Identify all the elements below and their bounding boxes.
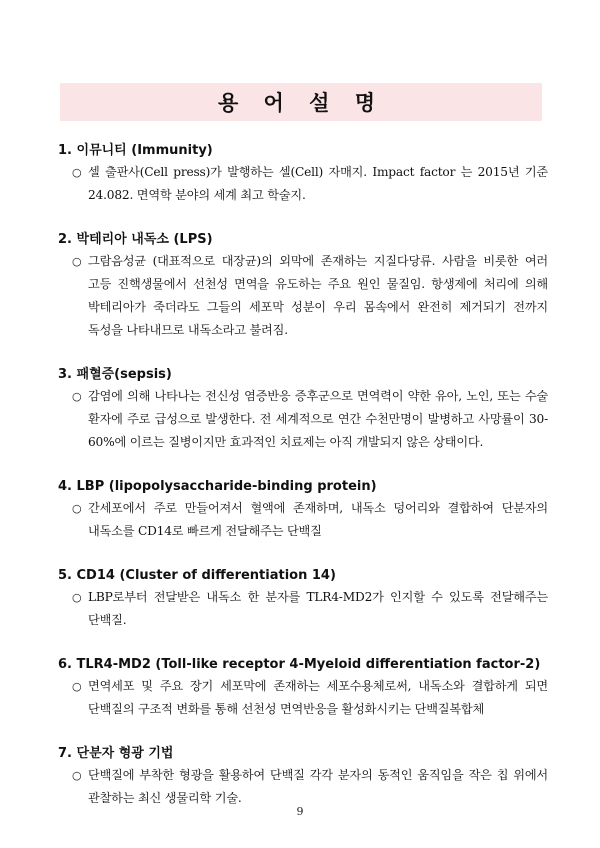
term-body [58, 675, 548, 721]
glossary-item-cd14 [58, 566, 548, 632]
term-heading: 6. TLR4-MD2 (Toll-like receptor 4-Myeloid differentiation factor-2) [58, 657, 541, 672]
term-description: 면역세포 및 주요 장기 세포막에 존재하는 세포수용체로써, 내독소와 결합하게 되면 단백질의 구조적 변화를 통해 선천성 면역반응을 활성화시키는 단백질복합체 [88, 679, 548, 716]
glossary-list [58, 141, 548, 833]
term-description: 간세포에서 주로 만들어져서 혈액에 존재하며, 내독소 덩어리와 결합하여 단분자의 내독소를 CD14로 빠르게 전달해주는 단백질 [88, 501, 548, 538]
term-description: 그람음성균 (대표적으로 대장균)의 외막에 존재하는 지질다당류. 사람을 비롯한 여러 고등 진핵생물에서 선천성 면역을 유도하는 주요 원인 물질임. 항생제에 처리에 의해 박테리아가 죽더라도 그들의 세포막 성분이 우리 몸속에서 완전히 제거되기 전까지 독성을 나타내므로 내독소라고 불려짐. [88, 254, 548, 337]
circle-bullet-icon: ○ [72, 390, 82, 403]
term-description: 감염에 의해 나타나는 전신성 염증반응 증후군으로 면역력이 약한 유아, 노인, 또는 수술 환자에 주로 급성으로 발생한다. 전 세계적으로 연간 수천만명이 발병하고 사망률이 30-60%에 이르는 질병이지만 효과적인 치료제는 아직 개발되지 않은 상태이다. [88, 389, 548, 449]
circle-bullet-icon: ○ [72, 502, 82, 515]
glossary-item-immunity [58, 141, 548, 207]
term-heading: 4. LBP (lipopolysaccharide-binding protein) [58, 479, 377, 494]
glossary-item-single-molecule [58, 744, 548, 810]
term-description: 단백질에 부착한 형광을 활용하여 단백질 각각 분자의 동적인 움직임을 작은 칩 위에서 관찰하는 최신 생물리학 기술. [88, 768, 548, 805]
term-body [58, 586, 548, 632]
glossary-item-lps [58, 230, 548, 342]
term-description: 셀 출판사(Cell press)가 발행하는 셀(Cell) 자매지. Impact factor 는 2015년 기준 24.082. 면역학 분야의 세계 최고 학술지. [88, 165, 548, 202]
page-number: 9 [296, 805, 304, 818]
term-description: LBP로부터 전달받은 내독소 한 분자를 TLR4-MD2가 인지할 수 있도록 전달해주는 단백질. [88, 590, 548, 627]
term-heading: 7. 단분자 형광 기법 [58, 746, 174, 761]
term-body [58, 161, 548, 207]
glossary-item-lbp [58, 477, 548, 543]
glossary-item-tlr4-md2 [58, 655, 548, 721]
term-heading: 5. CD14 (Cluster of differentiation 14) [58, 568, 336, 583]
glossary-item-sepsis [58, 365, 548, 454]
term-heading: 2. 박테리아 내독소 (LPS) [58, 232, 213, 247]
term-body [58, 764, 548, 810]
term-heading: 1. 이뮤니티 (Immunity) [58, 143, 213, 158]
circle-bullet-icon: ○ [72, 255, 82, 268]
term-body [58, 497, 548, 543]
circle-bullet-icon: ○ [72, 591, 82, 604]
term-body [58, 250, 548, 342]
circle-bullet-icon: ○ [72, 769, 82, 782]
term-heading: 3. 패혈증(sepsis) [58, 367, 172, 382]
page-title: 용 어 설 명 [217, 91, 385, 115]
term-body [58, 385, 548, 454]
circle-bullet-icon: ○ [72, 166, 82, 179]
circle-bullet-icon: ○ [72, 680, 82, 693]
title-banner [60, 83, 542, 121]
